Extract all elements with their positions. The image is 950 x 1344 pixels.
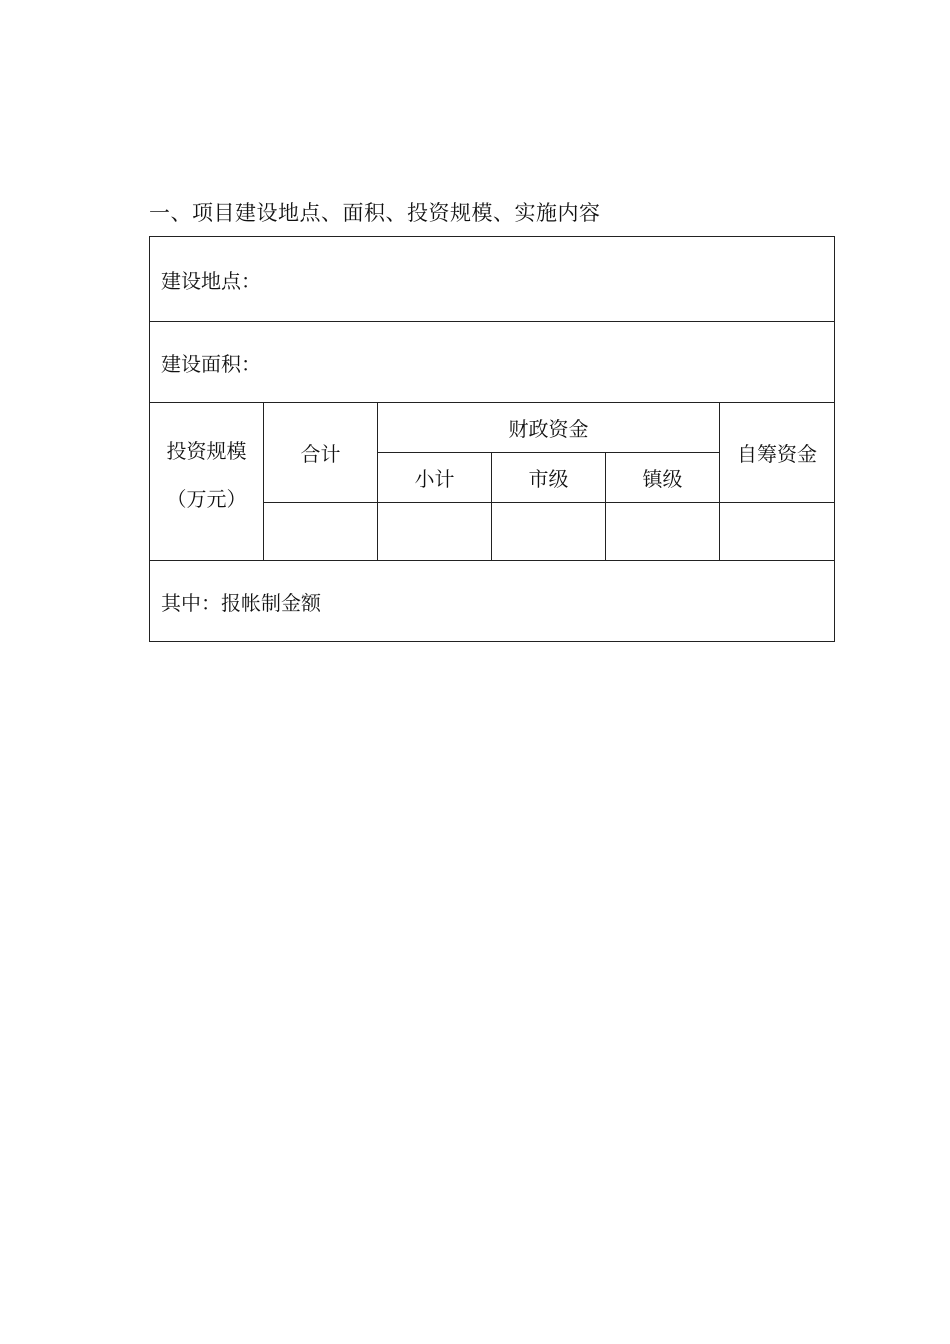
town-value-cell[interactable] (606, 503, 720, 561)
city-level-header: 市级 (492, 453, 606, 503)
city-value-cell[interactable] (492, 503, 606, 561)
area-field[interactable] (150, 322, 835, 403)
section-heading: 一、项目建设地点、面积、投资规模、实施内容 (149, 201, 601, 225)
fiscal-funds-header: 财政资金 (378, 403, 720, 453)
investment-header-row (150, 403, 835, 453)
location-label: 建设地点： (161, 268, 261, 293)
reimbursement-field[interactable] (150, 561, 835, 642)
investment-label-line2: （万元） (166, 487, 247, 511)
area-row (150, 322, 835, 403)
investment-label-line1: 投资规模 (166, 439, 247, 463)
location-field[interactable] (150, 237, 835, 322)
self-raised-header: 自筹资金 (720, 403, 835, 503)
investment-scale-label (150, 403, 264, 561)
reimbursement-label: 其中：报帐制金额 (161, 590, 321, 615)
location-row (150, 237, 835, 322)
subtotal-value-cell[interactable] (378, 503, 492, 561)
total-value-cell[interactable] (264, 503, 378, 561)
project-info-table (149, 236, 835, 642)
self-raised-value-cell[interactable] (720, 503, 835, 561)
area-label: 建设面积： (161, 351, 261, 376)
reimbursement-row (150, 561, 835, 642)
town-level-header: 镇级 (606, 453, 720, 503)
subtotal-header: 小计 (378, 453, 492, 503)
total-header: 合计 (264, 403, 378, 503)
